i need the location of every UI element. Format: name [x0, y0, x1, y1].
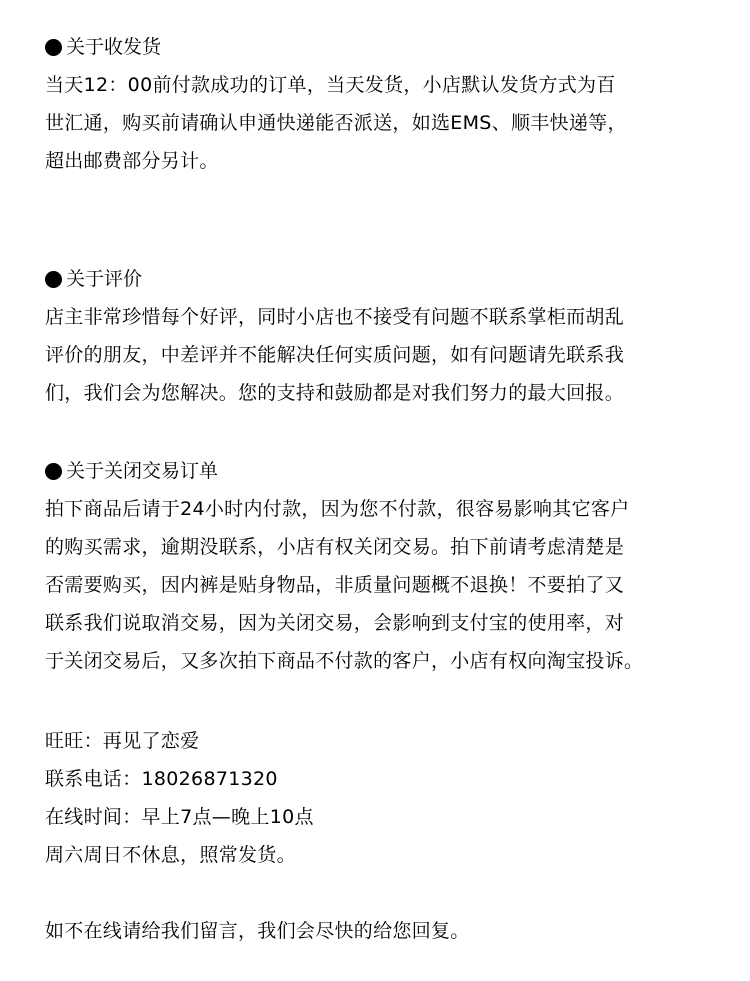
review-line: 们，我们会为您解决。您的支持和鼓励都是对我们努力的最大回报。: [45, 382, 625, 404]
close-order-line: 拍下商品后请于24小时内付款，因为您不付款，很容易影响其它客户: [45, 498, 630, 520]
online-hours: 在线时间：早上7点—晚上10点: [45, 806, 314, 828]
review-heading: [45, 260, 725, 298]
close-order-line: 于关闭交易后，又多次拍下商品不付款的客户，小店有权向淘宝投诉。: [45, 650, 644, 672]
weekend-notice: 周六周日不休息，照常发货。: [45, 844, 296, 866]
close-order-line: 否需要购买，因内裤是贴身物品，非质量问题概不退换！不要拍了又: [45, 574, 625, 596]
message-note-section: [45, 912, 725, 950]
bullet-icon: [45, 463, 62, 480]
delivery-line: 当天12：00前付款成功的订单，当天发货，小店默认发货方式为百: [45, 74, 616, 96]
contact-phone: 联系电话：18026871320: [45, 768, 278, 790]
close-order-title: 关于关闭交易订单: [66, 460, 219, 482]
close-order-section: [45, 452, 725, 680]
review-section: [45, 260, 725, 412]
close-order-line: 联系我们说取消交易，因为关闭交易，会影响到支付宝的使用率，对: [45, 612, 625, 634]
bullet-icon: [45, 271, 62, 288]
contact-section: [45, 722, 725, 874]
review-line: 评价的朋友，中差评并不能解决任何实质问题，如有问题请先联系我: [45, 344, 625, 366]
bullet-icon: [45, 39, 62, 56]
review-title: 关于评价: [66, 268, 143, 290]
review-line: 店主非常珍惜每个好评，同时小店也不接受有问题不联系掌柜而胡乱: [45, 306, 625, 328]
delivery-section: [45, 28, 725, 180]
delivery-title: 关于收发货: [66, 36, 162, 58]
delivery-heading: [45, 28, 725, 66]
leave-message-note: 如不在线请给我们留言，我们会尽快的给您回复。: [45, 920, 470, 942]
close-order-line: 的购买需求，逾期没联系，小店有权关闭交易。拍下前请考虑清楚是: [45, 536, 625, 558]
close-order-heading: [45, 452, 725, 490]
delivery-line: 超出邮费部分另计。: [45, 150, 219, 172]
wangwang-id: 旺旺：再见了恋爱: [45, 730, 200, 752]
delivery-line: 世汇通，购买前请确认申通快递能否派送，如选EMS、顺丰快递等，: [45, 112, 627, 134]
